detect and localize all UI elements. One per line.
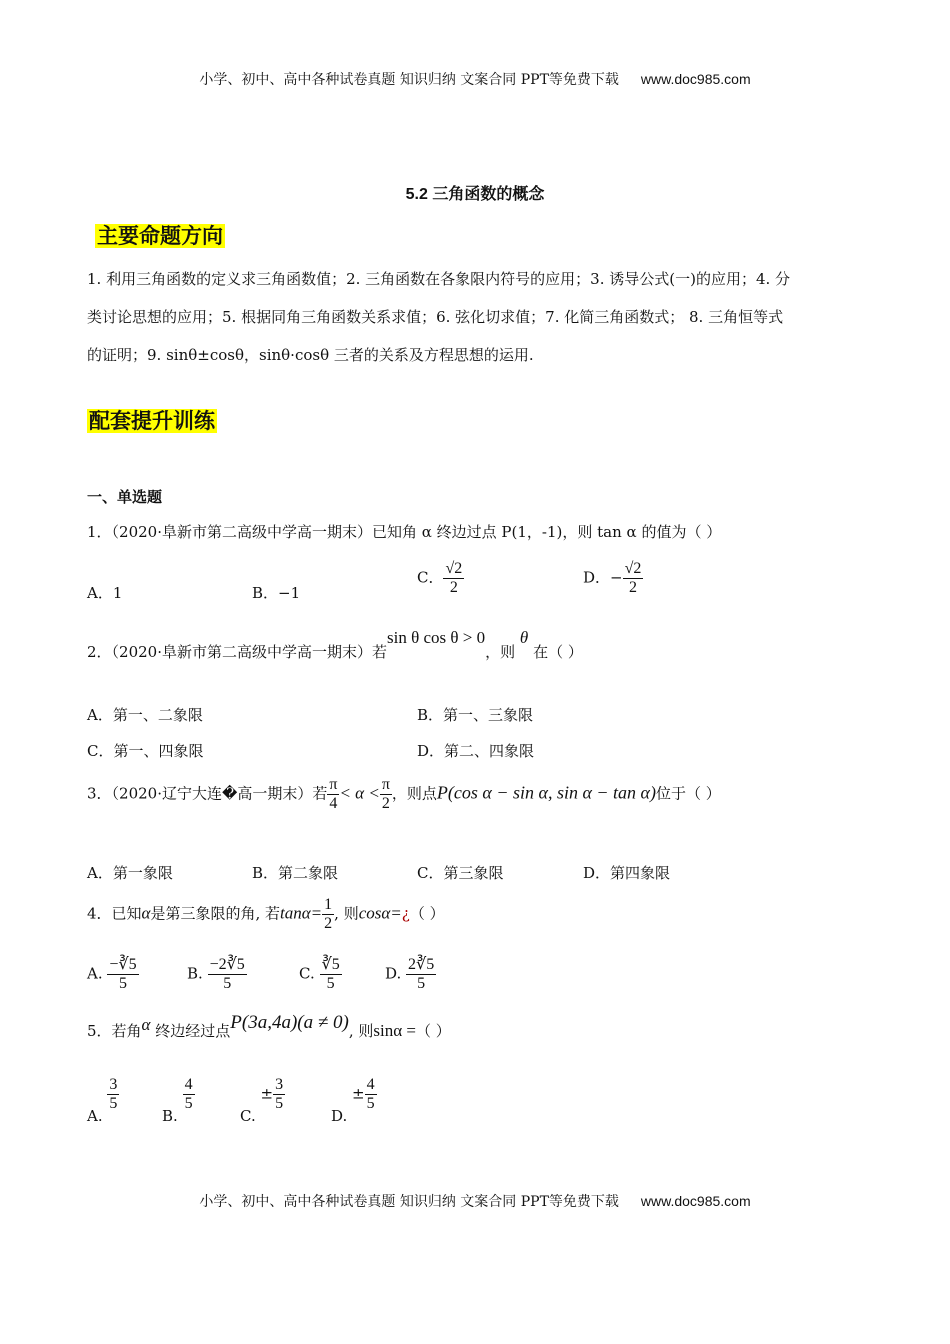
numerator: 4 (184, 1076, 193, 1093)
fraction (623, 560, 644, 597)
math-expr: cosα= (358, 903, 402, 923)
math-var: α (141, 1015, 151, 1034)
header-link[interactable]: www.doc985.com (640, 71, 751, 87)
q3-option-b[interactable]: B．第二象限 (252, 864, 339, 882)
para-line: 的证明；9. sinθ±cosθ，sinθ·cosθ 三者的关系及方程思想的运用. (87, 346, 534, 364)
plus-minus-sign: ± (352, 1084, 365, 1103)
q-text: 在（ ） (533, 643, 583, 661)
part-heading: 一、单选题 (87, 488, 163, 506)
header-text: 小学、初中、高中各种试卷真题 知识归纳 文案合同 PPT等免费下载 (199, 72, 619, 88)
footer-link[interactable]: www.doc985.com (640, 1193, 751, 1209)
denominator: 2 (629, 579, 637, 596)
fraction (322, 896, 334, 933)
math-var: θ (519, 628, 529, 647)
q3-option-d[interactable]: D．第四象限 (583, 864, 671, 882)
numerator: −2∛5 (209, 956, 245, 973)
q1-option-a[interactable]: A．1 (87, 584, 123, 602)
fraction (443, 560, 464, 597)
question-5 (87, 1012, 451, 1042)
heading-text: 主要命题方向 (97, 224, 223, 248)
q5-option-a[interactable] (87, 1076, 119, 1125)
para-line: 1. 利用三角函数的定义求三角函数值；2. 三角函数在各象限内符号的应用；3. 诱导公式(一)的应用；4. 分 (87, 270, 791, 288)
q4-option-c[interactable] (299, 956, 342, 993)
denominator: 4 (329, 795, 338, 812)
numerator: π (329, 776, 338, 793)
numerator: 1 (324, 896, 333, 913)
q1-option-c[interactable] (417, 560, 464, 597)
option-label: D. (385, 964, 402, 983)
numerator: √2 (445, 560, 463, 577)
q1-option-d[interactable] (583, 560, 643, 597)
minus-sign: − (610, 568, 623, 587)
fraction (380, 776, 392, 813)
fraction (320, 956, 342, 993)
option-label: B. (187, 964, 203, 983)
q-text: 2．（2020·阜新市第二高级中学高一期末）若 (87, 643, 387, 661)
denominator: 2 (324, 915, 333, 932)
fraction (327, 776, 339, 813)
denominator: 5 (184, 1095, 193, 1112)
denominator: 5 (326, 975, 335, 992)
denominator: 5 (417, 975, 426, 992)
q-text: , 则 (348, 1022, 374, 1040)
option-label: C. (299, 964, 315, 983)
math-expr: < α < (339, 783, 380, 803)
q3-option-c[interactable]: C．第三象限 (417, 864, 504, 882)
question-2 (87, 628, 583, 662)
option-label: D. (331, 1106, 348, 1125)
page-title: 5.2 三角函数的概念 (405, 186, 545, 203)
denominator: 5 (275, 1095, 284, 1112)
question-4 (87, 896, 445, 933)
q4-option-b[interactable] (187, 956, 247, 993)
math-expr: P(cos α − sin α, sin α − tan α) (436, 782, 656, 803)
heading-text: 配套提升训练 (89, 409, 215, 433)
q-text: 位于（ ） (656, 784, 721, 803)
q-text: 3．（2020·辽宁大连�高一期末）若 (87, 784, 328, 803)
q-text: ，则 (485, 643, 516, 661)
fraction (107, 1076, 119, 1113)
fraction (107, 956, 138, 993)
option-label: B. (162, 1106, 178, 1125)
glyph-error: ¿ (401, 904, 410, 923)
numerator: 3 (109, 1076, 118, 1093)
q4-option-d[interactable] (385, 956, 436, 993)
q2-option-d[interactable]: D．第二、四象限 (417, 742, 535, 760)
denominator: 5 (109, 1095, 118, 1112)
heading-main-directions (95, 220, 225, 250)
fraction (406, 956, 436, 993)
heading-training (87, 405, 217, 435)
q2-option-b[interactable]: B．第一、三象限 (417, 706, 534, 724)
page-header (0, 69, 950, 89)
math-expr: sin θ cos θ > 0 (387, 628, 486, 647)
math-expr: P(3a,4a)(a ≠ 0) (230, 1012, 349, 1033)
page-footer (0, 1191, 950, 1211)
q5-option-d[interactable] (331, 1076, 377, 1125)
q-text: （ ） (416, 1022, 451, 1040)
q2-option-a[interactable]: A．第一、二象限 (87, 706, 203, 724)
q2-option-c[interactable]: C．第一、四象限 (87, 742, 204, 760)
math-expr: tanα= (280, 903, 323, 923)
denominator: 5 (366, 1095, 375, 1112)
fraction (273, 1076, 285, 1113)
option-label: C． (417, 568, 444, 587)
numerator: √2 (624, 560, 642, 577)
option-label: D． (583, 568, 611, 587)
math-expr: sinα = (373, 1021, 417, 1040)
q1-option-b[interactable]: B．−1 (252, 584, 301, 602)
numerator: ∛5 (321, 956, 340, 973)
numerator: 2∛5 (408, 956, 435, 973)
q-text: , 则 (334, 904, 359, 923)
q-text: 4．已知 (87, 904, 142, 923)
plus-minus-sign: ± (260, 1084, 274, 1103)
question-3 (87, 776, 721, 813)
fraction (365, 1076, 377, 1113)
denominator: 5 (223, 975, 232, 992)
q5-option-c[interactable] (240, 1076, 285, 1125)
denominator: 2 (381, 795, 390, 812)
option-label: A. (87, 964, 103, 983)
q-text: ，则点 (391, 784, 437, 803)
option-label: A. (87, 1106, 103, 1125)
numerator: 4 (366, 1076, 375, 1093)
q5-option-b[interactable] (162, 1076, 195, 1125)
option-label: C. (240, 1106, 256, 1125)
q-text: （ ） (409, 904, 445, 923)
numerator: 3 (275, 1076, 284, 1093)
math-var: α (141, 903, 151, 923)
para-line: 类讨论思想的应用；5. 根据同角三角函数关系求值；6. 弦化切求值；7. 化简三角函数式； 8. 三角恒等式 (87, 308, 784, 326)
q4-option-a[interactable] (87, 956, 139, 993)
numerator: π (381, 776, 390, 793)
fraction (208, 956, 247, 993)
denominator: 2 (449, 579, 458, 596)
denominator: 5 (119, 975, 127, 992)
question-1: 1．（2020·阜新市第二高级中学高一期末）已知角 α 终边过点 P(1，-1)，则 tan α 的值为（ ） (87, 523, 722, 541)
q-text: 是第三象限的角, 若 (150, 904, 281, 923)
q3-option-a[interactable]: A．第一象限 (87, 864, 173, 882)
fraction (183, 1076, 195, 1113)
q-text: 终边经过点 (155, 1022, 231, 1040)
footer-text: 小学、初中、高中各种试卷真题 知识归纳 文案合同 PPT等免费下载 (199, 1194, 619, 1210)
numerator: −∛5 (109, 956, 137, 973)
q-text: 5．若角 (87, 1022, 142, 1040)
